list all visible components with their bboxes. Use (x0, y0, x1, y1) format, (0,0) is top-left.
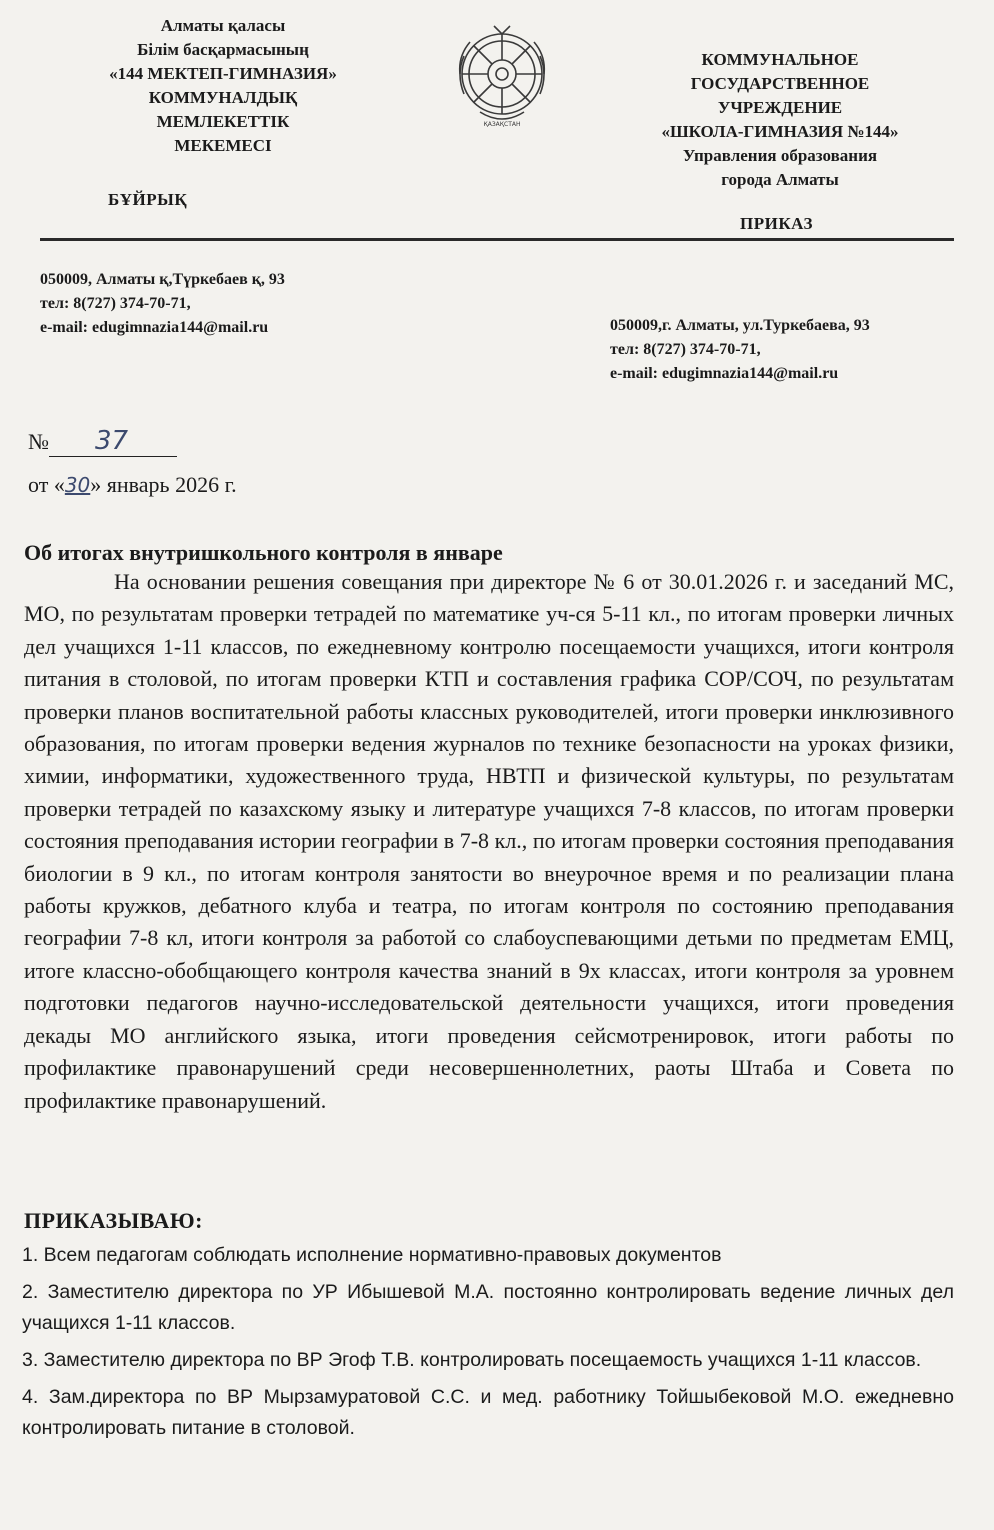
email-line: e-mail: edugimnazia144@mail.ru (610, 365, 839, 382)
address-left (40, 268, 285, 340)
doc-type-russian: ПРИКАЗ (740, 214, 813, 233)
header-left-line: «144 МЕКТЕП-ГИМНАЗИЯ» (109, 64, 337, 83)
phone-line: тел: 8(727) 374-70-71, (40, 295, 191, 312)
header-left-line: МЕКЕМЕСІ (174, 136, 272, 155)
header-right-line: КОММУНАЛЬНОЕ (701, 50, 859, 69)
header-left-line: КОММУНАЛДЫҚ (148, 88, 298, 107)
address-right (610, 314, 870, 386)
order-item: 2. Заместителю директора по УР Ибышевой М.А. постоянно контролировать ведение личных дел учащихся 1-11 классов. (22, 1281, 954, 1334)
order-item: 4. Зам.директора по ВР Мырзамуратовой С.С. и мед. работнику Тойшыбековой М.О. ежедневно контролировать питание в столовой. (22, 1386, 954, 1439)
state-emblem-icon (454, 22, 550, 132)
header-left-line: Алматы қаласы (160, 16, 286, 35)
header-left-line: МЕМЛЕКЕТТІК (156, 112, 290, 131)
header-right-line: УЧРЕЖДЕНИЕ (717, 98, 843, 117)
address-line: 050009, Алматы қ,Түркебаев қ, 93 (40, 271, 285, 288)
handwritten-day: 30 (64, 473, 91, 497)
preamble-text: На основании решения совещания при директоре № 6 от 30.01.2026 г. и заседаний МС, МО, по результатам проверки тетрадей по математике уч-ся 5-11 кл., по итогам проверки личных дел учащихся 1-11 классов, по ежедневному контролю посещаемости учащихся, итоги контроля питания в столовой, по итогам проверки КТП и составления графика СОР/СОЧ, по результатам проверки планов воспитательной работы классных руководителей, итоги проверки инклюзивного образования, по итогам проверки ведения журналов по технике безопасности на уроках физики, химии, информатики, художественного труда, НВТП и физической культуры, по результатам проверки тетрадей по казахскому языку и литературе учащихся 7-8 классов, по итогам проверки состояния преподавания истории географии в 7-8 кл., по итогам проверки состояния преподавания биологии в 9 кл., по итогам контроля занятости во внеурочное время и по реализации плана работы кружков, дебатного клуба и театра, по итогам контроля по состоянию преподавания географии 7-8 кл, итоги контроля за работой со слабоуспевающими детьми по предметам ЕМЦ, итоге классно-обобщающего контроля качества знаний в 9х классах, итоги контроля за уровнем подготовки педагогов научно-исследовательской деятельности учащихся, итоги проведения декады МО английского языка, итоги проведения сейсмотренировок, итоги работы по профилактике правонарушений среди несовершеннолетних, раоты Штаба и Совета по профилактике правонарушений. (24, 569, 954, 1113)
email-line: e-mail: edugimnazia144@mail.ru (40, 319, 269, 336)
document-date (28, 472, 237, 498)
document-title: Об итогах внутришкольного контроля в январе (24, 540, 503, 565)
emblem-text: ҚАЗАҚСТАН (483, 121, 521, 128)
header-left-line: Білім басқармасының (137, 40, 309, 59)
preamble-paragraph (24, 566, 954, 1117)
header-right-line: «ШКОЛА-ГИМНАЗИЯ №144» (661, 122, 899, 141)
date-suffix: » январь 2026 г. (90, 472, 237, 497)
header-divider (40, 238, 954, 241)
phone-line: тел: 8(727) 374-70-71, (610, 341, 761, 358)
order-heading: ПРИКАЗЫВАЮ: (24, 1208, 203, 1233)
header-right-line: Управления образования (682, 146, 878, 165)
header-right-line: ГОСУДАРСТВЕННОЕ (690, 74, 870, 93)
header-left-kazakh (48, 14, 398, 158)
order-item: 1. Всем педагогам соблюдать исполнение нормативно-правовых документов (22, 1244, 722, 1266)
header-right-russian (610, 48, 950, 192)
order-item: 3. Заместителю директора по ВР Эгоф Т.В. контролировать посещаемость учащихся 1-11 классов. (22, 1349, 922, 1371)
address-line: 050009,г. Алматы, ул.Туркебаева, 93 (610, 317, 870, 334)
date-prefix: от « (28, 472, 65, 497)
order-items (22, 1240, 954, 1450)
number-prefix: № (28, 429, 49, 454)
handwritten-number: 37 (95, 426, 129, 456)
document-number (28, 426, 177, 457)
header-right-line: города Алматы (721, 170, 839, 189)
doc-type-kazakh: БҰЙРЫҚ (108, 190, 188, 209)
